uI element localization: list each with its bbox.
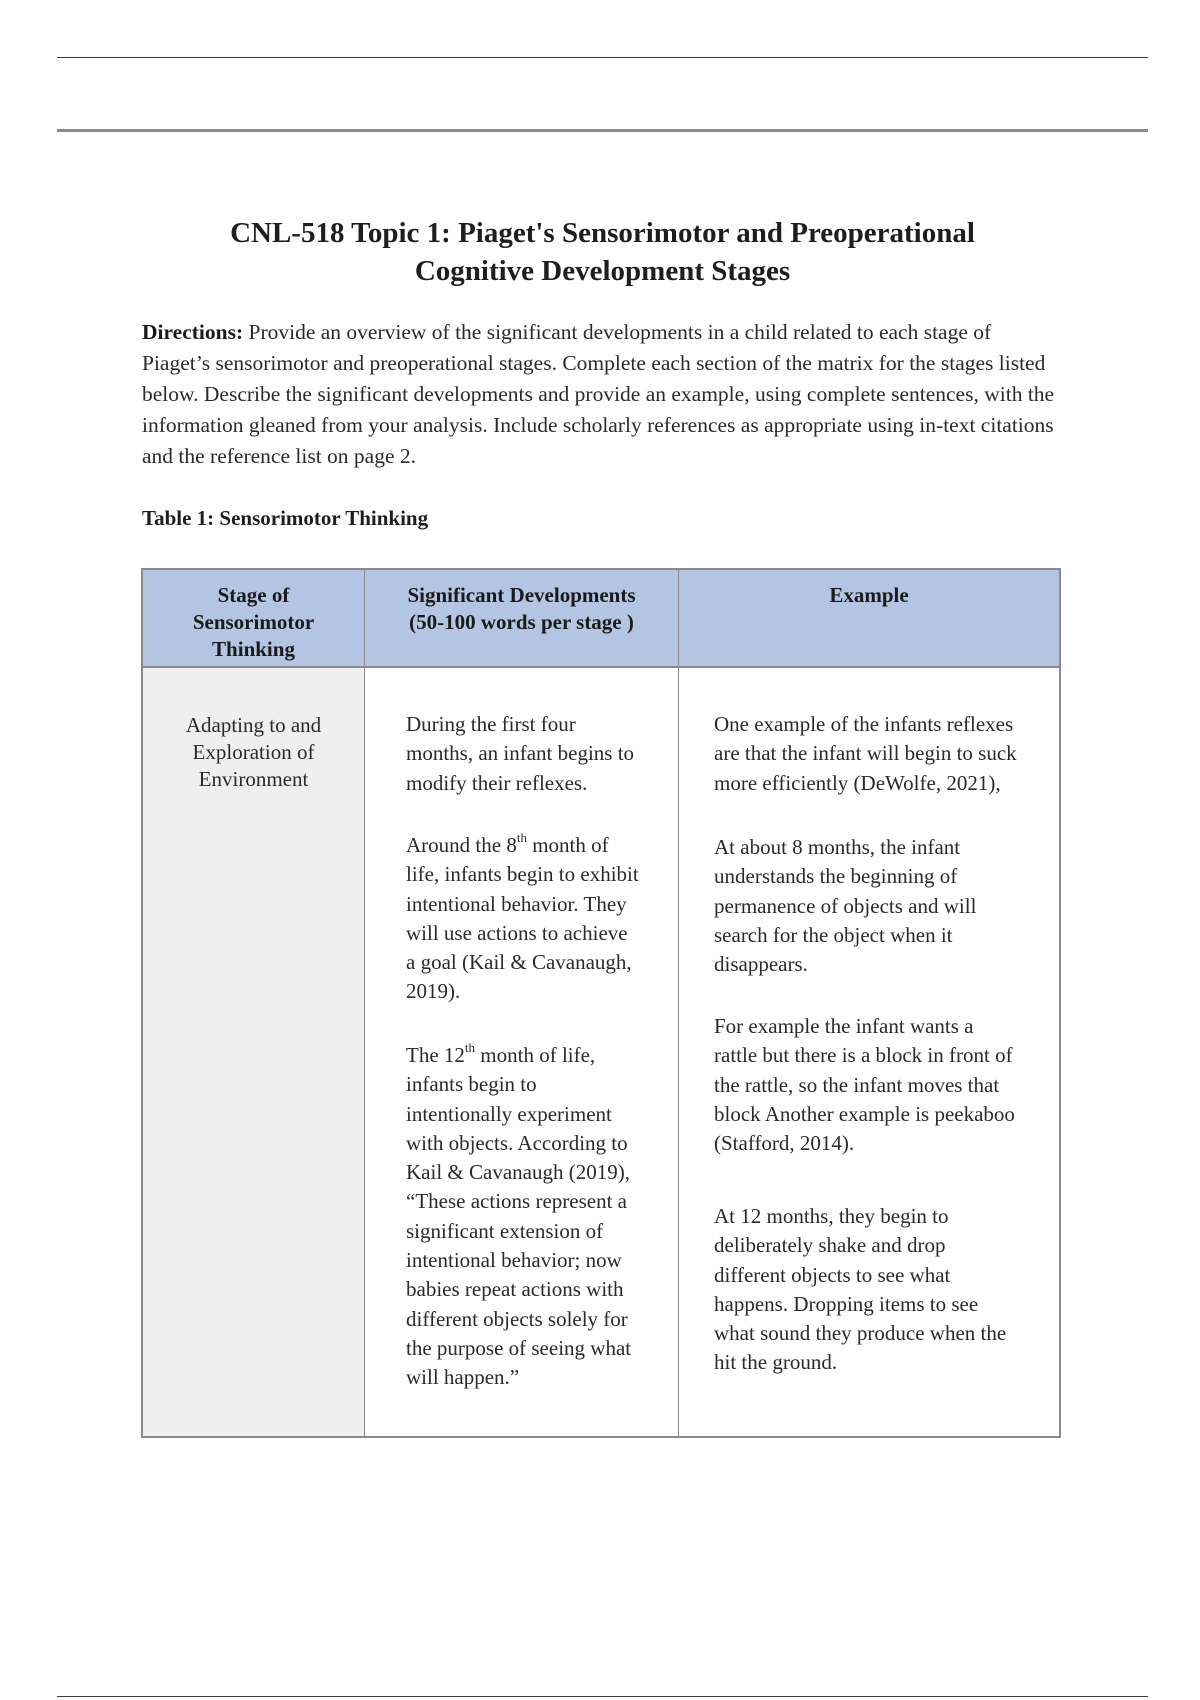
- text-line: more efficiently (DeWolfe, 2021),: [714, 770, 1001, 795]
- text-fragment: The 12: [406, 1043, 465, 1067]
- stage-name-line: Environment: [198, 767, 309, 791]
- superscript: th: [516, 830, 527, 845]
- header-text: Example: [829, 583, 909, 607]
- text-line: are that the infant will begin to suck: [714, 741, 1017, 766]
- header-text: Stage of: [217, 583, 290, 607]
- footer-rule: [57, 1696, 1148, 1697]
- text-line: search for the object when it: [714, 922, 953, 947]
- text-line: rattle but there is a block in front of: [714, 1043, 1013, 1068]
- header-text: (50-100 words per stage ): [409, 610, 634, 634]
- document-title: [140, 214, 1065, 290]
- header-text: Thinking: [212, 637, 295, 661]
- table-caption: Table 1: Sensorimotor Thinking: [142, 506, 429, 530]
- text-line: [406, 831, 668, 860]
- text-line: intentional behavior. They: [406, 891, 627, 916]
- text-fragment: month of life,: [475, 1043, 596, 1067]
- text-line: During the first four: [406, 712, 576, 736]
- text-line: will happen.”: [406, 1365, 520, 1390]
- text-line: “These actions represent a: [406, 1189, 627, 1214]
- title-line-1: CNL-518 Topic 1: Piaget's Sensorimotor and Preoperational: [230, 217, 975, 249]
- text-line: One example of the infants reflexes: [714, 712, 1014, 736]
- directions-label: Directions:: [142, 320, 244, 344]
- text-line: life, infants begin to exhibit: [406, 862, 639, 887]
- text-line: At about 8 months, the infant: [714, 835, 961, 859]
- text-line: intentional behavior; now: [406, 1248, 622, 1273]
- development-paragraph: [406, 1041, 668, 1393]
- text-line: the rattle, so the infant moves that: [714, 1072, 1000, 1097]
- example-paragraph: [714, 1202, 1064, 1378]
- text-line: 2019).: [406, 979, 461, 1004]
- text-line: different objects to see what: [714, 1262, 951, 1287]
- text-line: months, an infant begins to: [406, 741, 635, 766]
- text-line: [406, 1041, 668, 1070]
- header-rule-second: [57, 129, 1148, 132]
- text-line: modify their reflexes.: [406, 770, 588, 795]
- text-line: different objects solely for: [406, 1306, 628, 1331]
- text-fragment: month of: [526, 833, 609, 857]
- text-line: a goal (Kail & Cavanaugh,: [406, 950, 632, 975]
- text-line: disappears.: [714, 952, 808, 977]
- text-line: infants begin to: [406, 1072, 537, 1097]
- text-line: hit the ground.: [714, 1350, 838, 1375]
- text-line: happens. Dropping items to see: [714, 1291, 979, 1316]
- example-column: [679, 570, 1059, 1436]
- example-column-header: [679, 570, 1059, 668]
- example-paragraph: [714, 833, 1064, 979]
- text-line: babies repeat actions with: [406, 1277, 624, 1302]
- text-line: For example the infant wants a: [714, 1014, 974, 1038]
- header-text: Significant Developments: [407, 583, 636, 607]
- example-paragraph: [714, 710, 1064, 798]
- sensorimotor-matrix-table: [141, 568, 1061, 1438]
- stage-cell: [143, 668, 364, 1436]
- text-line: will use actions to achieve: [406, 920, 628, 945]
- text-line: understands the beginning of: [714, 864, 958, 889]
- text-line: permanence of objects and will: [714, 893, 977, 918]
- text-line: intentionally experiment: [406, 1101, 612, 1126]
- development-paragraph: [406, 710, 668, 798]
- title-line-2: Cognitive Development Stages: [414, 255, 791, 287]
- developments-column-header: [365, 570, 678, 668]
- text-line: deliberately shake and drop: [714, 1233, 946, 1258]
- superscript: th: [464, 1040, 476, 1055]
- header-rule-top: [57, 57, 1148, 58]
- text-line: with objects. According to: [406, 1130, 628, 1155]
- stage-name-line: Exploration of: [192, 740, 315, 764]
- header-text: Sensorimotor: [192, 610, 315, 634]
- directions-text: Provide an overview of the significant developments in a child related to each stage of Piaget’s sensorimotor and preoperational stages. Complete each section of the matrix for the stages listed below. Describe the significant developments and provide an example, using complete sentences, with the information gleaned from your analysis. Include scholarly references as appropriate using in-text citations and the reference list on page 2.: [142, 320, 1055, 468]
- stage-name: [143, 712, 364, 793]
- stage-column: [143, 570, 365, 1436]
- text-line: what sound they produce when the: [714, 1321, 1007, 1346]
- text-line: Kail & Cavanaugh (2019),: [406, 1160, 630, 1185]
- text-fragment: Around the 8: [406, 833, 517, 857]
- directions-paragraph: [142, 317, 1062, 472]
- development-paragraph: [406, 831, 668, 1007]
- text-line: the purpose of seeing what: [406, 1335, 632, 1360]
- text-line: significant extension of: [406, 1218, 604, 1243]
- stage-name-line: Adapting to and: [185, 713, 322, 737]
- stage-column-header: [143, 570, 364, 668]
- developments-column: [365, 570, 679, 1436]
- text-line: (Stafford, 2014).: [714, 1131, 855, 1156]
- text-line: At 12 months, they begin to: [714, 1204, 949, 1228]
- example-paragraph: [714, 1012, 1064, 1158]
- text-line: block Another example is peekaboo: [714, 1101, 1015, 1126]
